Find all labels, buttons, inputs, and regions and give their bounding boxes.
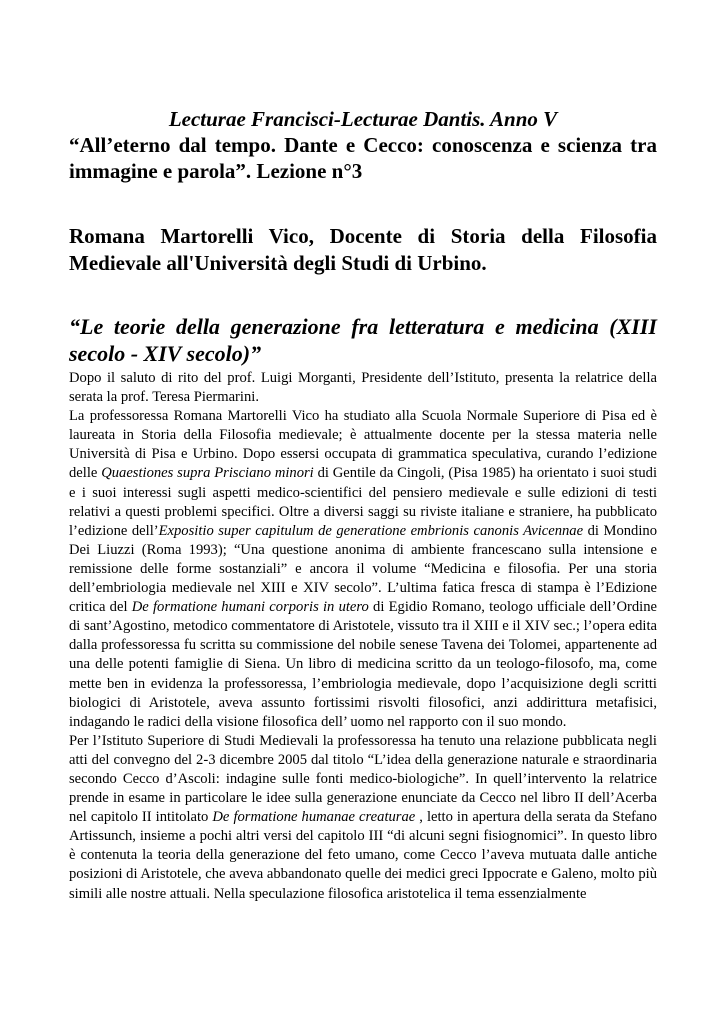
italic-work-title: De formatione humanae creaturae [212,809,416,826]
italic-work-title: Quaestiones supra Prisciano minori [101,465,314,482]
series-title: Lecturae Francisci-Lecturae Dantis. Anno V [168,107,558,131]
author-line: Romana Martorelli Vico, Docente di Storia della Filosofia Medievale all'Università degli Studi di Urbino. [69,224,657,275]
italic-work-title: De formatione humani corporis in utero [131,599,369,616]
talk-title: “Le teorie della generazione fra letteratura e medicina (XIII secolo - XIV secolo)” [69,314,657,366]
body-text [69,369,657,904]
paragraph-cecco [69,732,657,904]
lecture-title: “All’eterno dal tempo. Dante e Cecco: conoscenza e scienza tra immagine e parola”. Lezione n°3 [69,133,657,183]
text-run: di Gentile da Cingoli, (Pisa 1985) ha orientato i suoi studi e i suoi interessi sugli aspetti medico-scientifici del pensiero medievale e sulle edizioni di testi relativi a questi problemi specifici. Oltre a diversi saggi su riviste italiane e straniere, ha pubblicato l’edizione dell’ [69,465,658,539]
text-run: di Egidio Romano, teologo ufficiale dell’Ordine di sant’Agostino, metodico commentatore di Aristotele, vissuto tra il XIII e il XIV sec.; l’opera edita dalla professoressa fu scritta su commissione del nobile senese Tavena dei Tolomei, appartenente ad una delle potenti famiglie di Siena. Un libro di medicina scritto da un teologo-filosofo, ma, come mette ben in evidenza la professoressa, l’embriologia medievale, dopo l’acquisizione degli scritti biologici di Aristotele, aveva assunto fortissimi risvolti filosofici, anzi addirittura metafisici, indagando le radici della visione filosofica dell’ uomo nel rapporto con il suo mondo. [69,599,657,730]
text-run: Per l’Istituto Superiore di Studi Medievali la professoressa ha tenuto una relazione pubblicata negli atti del convegno del 2-3 dicembre 2005 dal titolo “L’idea della generazione naturale e straordinaria secondo Cecco d’Ascoli: indagine sulle fonti medico-biologiche”. In quell’intervento la relatrice prende in esame in particolare le idee sulla generazione enunciate da Cecco nel libro II dell’Acerba nel capitolo II intitolato [69,732,657,826]
text-run: di Mondino Dei Liuzzi (Roma 1993); “Una questione anonima di ambiente francescano sulla intensione e remissione delle forme sostanziali” e ancora il volume “Medicina e filosofia. Per una storia dell’embriologia medievale nel XIII e XIV secolo”. L’ultima fatica fresca di stampa è l’Edizione critica del [69,522,657,616]
document-content [69,106,657,904]
paragraph-biography [69,407,657,732]
italic-work-title: Expositio super capitulum de generatione embrionis canonis Avicennae [158,522,584,539]
text-run: , letto in apertura della serata da Stefano Artissunch, insieme a pochi altri versi del capitolo III “di alcuni segni fisiognomici”. In questo libro è contenuta la teoria della generazione del feto umano, come Cecco l’aveva mutuata dalle antiche posizioni di Aristotele, che aveva abbandonato quelle dei medici greci Ippocrate e Galeno, molto più simili alle nostre attuali. Nella speculazione filosofica aristotelica il tema essenzialmente [69,809,657,902]
paragraph-intro: Dopo il saluto di rito del prof. Luigi Morganti, Presidente dell’Istituto, presenta la relatrice della serata la prof. Teresa Piermarini. [69,370,657,406]
text-run: La professoressa Romana Martorelli Vico ha studiato alla Scuola Normale Superiore di Pisa ed è laureata in Storia della Filosofia medievale; è attualmente docente per la stessa materia nelle Università di Pisa e Urbino. Dopo essersi occupata di grammatica speculativa, curando l’edizione delle [69,408,657,482]
